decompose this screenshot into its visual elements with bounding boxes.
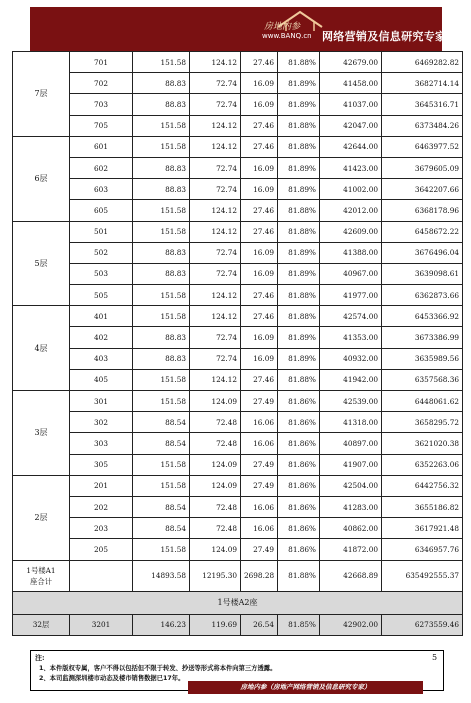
table-cell: 81.88% (278, 306, 320, 327)
table-cell: 201 (70, 475, 133, 496)
units-table (12, 51, 463, 636)
table-cell: 81.88% (278, 52, 320, 73)
table-cell: 81.86% (278, 539, 320, 560)
table-cell: 88.83 (133, 263, 190, 284)
table-row (13, 496, 463, 517)
table-cell: 3679605.09 (382, 157, 463, 178)
table-row (13, 412, 463, 433)
table-cell: 301 (70, 391, 133, 412)
table-cell: 3201 (70, 614, 133, 635)
section-title: 1号楼A2座 (13, 591, 463, 614)
table-cell: 203 (70, 518, 133, 539)
floor-label: 3层 (13, 391, 70, 476)
table-row (13, 200, 463, 221)
floor-label: 4层 (13, 306, 70, 391)
table-cell: 124.12 (190, 52, 241, 73)
table-cell: 202 (70, 496, 133, 517)
table-row (13, 475, 463, 496)
table-cell: 81.88% (278, 200, 320, 221)
table-cell: 16.06 (241, 496, 278, 517)
table-cell: 42539.00 (320, 391, 382, 412)
table-cell: 602 (70, 157, 133, 178)
table-row (13, 115, 463, 136)
table-cell: 635492555.37 (382, 560, 463, 591)
table-cell: 16.09 (241, 242, 278, 263)
table-cell: 88.54 (133, 496, 190, 517)
table-cell: 16.06 (241, 518, 278, 539)
table-cell: 72.74 (190, 263, 241, 284)
table-row (13, 327, 463, 348)
table-cell: 88.83 (133, 179, 190, 200)
footer-bar: 房地内参（房地产网络营销及信息研究专家） (188, 681, 423, 694)
table-cell: 402 (70, 327, 133, 348)
table-cell: 6463977.52 (382, 136, 463, 157)
table-row (13, 94, 463, 115)
note-line-1: 1、本件版权专属，客户不得以包括但不限于转发、抄送等形式将本件向第三方透露。 (39, 665, 277, 672)
table-cell: 303 (70, 433, 133, 454)
table-cell: 81.86% (278, 412, 320, 433)
table-cell: 27.46 (241, 200, 278, 221)
table-cell: 41907.00 (320, 454, 382, 475)
table-cell: 3676496.04 (382, 242, 463, 263)
table-cell: 27.49 (241, 454, 278, 475)
table-cell: 502 (70, 242, 133, 263)
table-cell: 305 (70, 454, 133, 475)
table-cell: 88.83 (133, 348, 190, 369)
table-cell: 72.74 (190, 94, 241, 115)
table-cell: 42574.00 (320, 306, 382, 327)
table-cell: 26.54 (241, 614, 278, 635)
table-cell: 3682714.14 (382, 73, 463, 94)
table-cell: 40932.00 (320, 348, 382, 369)
table-cell: 12195.30 (190, 560, 241, 591)
table-cell: 72.48 (190, 518, 241, 539)
table-cell: 6448061.62 (382, 391, 463, 412)
logo-url: www.BANQ.cn (262, 32, 312, 40)
table-cell: 151.58 (133, 221, 190, 242)
table-cell: 81.88% (278, 369, 320, 390)
table-row (13, 391, 463, 412)
table-cell: 72.48 (190, 496, 241, 517)
table-cell (70, 560, 133, 591)
table-row (13, 369, 463, 390)
notes-title: 注: (35, 653, 45, 662)
table-cell: 151.58 (133, 200, 190, 221)
table-cell: 151.58 (133, 454, 190, 475)
table-row (13, 433, 463, 454)
table-row (13, 539, 463, 560)
table-cell: 81.86% (278, 496, 320, 517)
table-cell: 41458.00 (320, 73, 382, 94)
table-row (13, 348, 463, 369)
table-cell: 16.09 (241, 263, 278, 284)
table-cell: 40967.00 (320, 263, 382, 284)
table-cell: 88.83 (133, 157, 190, 178)
table-cell: 41423.00 (320, 157, 382, 178)
table-cell: 27.46 (241, 115, 278, 136)
table-cell: 151.58 (133, 369, 190, 390)
table-cell: 14893.58 (133, 560, 190, 591)
table-cell: 41318.00 (320, 412, 382, 433)
table-cell: 605 (70, 200, 133, 221)
table-cell: 124.12 (190, 221, 241, 242)
table-row (13, 179, 463, 200)
table-cell: 3639098.61 (382, 263, 463, 284)
table-cell: 72.74 (190, 242, 241, 263)
table-cell: 41872.00 (320, 539, 382, 560)
table-cell: 16.09 (241, 327, 278, 348)
table-cell: 124.12 (190, 115, 241, 136)
table-cell: 42644.00 (320, 136, 382, 157)
table-cell: 702 (70, 73, 133, 94)
table-cell: 401 (70, 306, 133, 327)
table-cell: 41037.00 (320, 94, 382, 115)
table-cell: 88.83 (133, 242, 190, 263)
table-cell: 42902.00 (320, 614, 382, 635)
logo-text: 房地内参 (264, 22, 301, 32)
summary-label-line2: 座合计 (30, 576, 52, 586)
table-cell: 16.09 (241, 73, 278, 94)
table-cell: 3645316.71 (382, 94, 463, 115)
table-cell: 27.46 (241, 369, 278, 390)
table-cell: 3658295.72 (382, 412, 463, 433)
table-cell: 6458672.22 (382, 221, 463, 242)
table-cell: 88.83 (133, 73, 190, 94)
table-cell: 6469282.82 (382, 52, 463, 73)
table-cell: 6362873.66 (382, 285, 463, 306)
note-line-2: 2、本司监测深圳楼市动态及楼市销售数据已17年。 (39, 675, 185, 682)
table-cell: 32层 (13, 614, 70, 635)
section-header-row (13, 591, 463, 614)
table-cell: 88.83 (133, 327, 190, 348)
table-cell: 146.23 (133, 614, 190, 635)
table-cell: 41353.00 (320, 327, 382, 348)
table-row (13, 285, 463, 306)
table-row (13, 263, 463, 284)
table-cell: 40862.00 (320, 518, 382, 539)
table-cell: 81.85% (278, 614, 320, 635)
table-cell: 3673386.99 (382, 327, 463, 348)
table-cell: 27.49 (241, 391, 278, 412)
table-cell: 6368178.96 (382, 200, 463, 221)
table-cell: 124.09 (190, 539, 241, 560)
table-cell: 81.89% (278, 73, 320, 94)
table-cell: 124.12 (190, 369, 241, 390)
table-cell: 88.83 (133, 94, 190, 115)
table-cell: 81.86% (278, 433, 320, 454)
table-cell: 505 (70, 285, 133, 306)
table-cell: 3621020.38 (382, 433, 463, 454)
table-cell: 27.46 (241, 306, 278, 327)
table-cell: 81.86% (278, 391, 320, 412)
table-cell: 42679.00 (320, 52, 382, 73)
table-cell: 503 (70, 263, 133, 284)
table-cell: 6346957.76 (382, 539, 463, 560)
summary-row (13, 560, 463, 591)
table-cell: 72.74 (190, 348, 241, 369)
table-cell: 405 (70, 369, 133, 390)
table-cell: 81.89% (278, 94, 320, 115)
table-cell: 124.09 (190, 475, 241, 496)
table-cell: 2698.28 (241, 560, 278, 591)
table-cell: 72.74 (190, 327, 241, 348)
table-cell: 41002.00 (320, 179, 382, 200)
table-cell: 124.12 (190, 306, 241, 327)
table-cell: 72.74 (190, 157, 241, 178)
table-cell: 81.86% (278, 518, 320, 539)
table-cell: 81.88% (278, 560, 320, 591)
table-cell: 81.89% (278, 179, 320, 200)
table-row (13, 518, 463, 539)
table-cell: 151.58 (133, 115, 190, 136)
table-cell: 705 (70, 115, 133, 136)
floor-label: 6层 (13, 136, 70, 221)
table-cell: 41283.00 (320, 496, 382, 517)
table-cell: 81.88% (278, 136, 320, 157)
table-cell: 16.09 (241, 94, 278, 115)
table-cell: 16.06 (241, 412, 278, 433)
table-row (13, 306, 463, 327)
table-cell: 151.58 (133, 52, 190, 73)
table-cell: 72.48 (190, 412, 241, 433)
table-cell: 88.54 (133, 433, 190, 454)
table-cell: 40897.00 (320, 433, 382, 454)
floor-label: 2层 (13, 475, 70, 560)
table-cell: 81.89% (278, 157, 320, 178)
table-cell: 701 (70, 52, 133, 73)
table-cell: 16.06 (241, 433, 278, 454)
table-cell: 119.69 (190, 614, 241, 635)
table-cell: 124.09 (190, 454, 241, 475)
table-cell: 88.54 (133, 412, 190, 433)
table-cell: 6357568.36 (382, 369, 463, 390)
table-row (13, 221, 463, 242)
table-cell: 603 (70, 179, 133, 200)
table-cell: 72.48 (190, 433, 241, 454)
table-cell: 27.49 (241, 539, 278, 560)
table-cell: 81.86% (278, 475, 320, 496)
table-cell: 41942.00 (320, 369, 382, 390)
table-cell: 302 (70, 412, 133, 433)
table-cell: 151.58 (133, 475, 190, 496)
table-cell: 27.46 (241, 221, 278, 242)
table-cell: 3635989.56 (382, 348, 463, 369)
page-number: 5 (432, 653, 438, 662)
table-cell: 151.58 (133, 391, 190, 412)
table-cell: 124.12 (190, 200, 241, 221)
table-cell: 151.58 (133, 285, 190, 306)
table-cell: 205 (70, 539, 133, 560)
table-cell: 3642207.66 (382, 179, 463, 200)
table-cell: 6373484.26 (382, 115, 463, 136)
floor-label: 5层 (13, 221, 70, 306)
table-cell: 42012.00 (320, 200, 382, 221)
table-row (13, 157, 463, 178)
table-cell: 151.58 (133, 136, 190, 157)
table-cell: 16.09 (241, 348, 278, 369)
table-row (13, 73, 463, 94)
header-title: 网络营销及信息研究专家 (322, 30, 447, 43)
table-cell: 72.74 (190, 73, 241, 94)
table-row (13, 242, 463, 263)
table-cell: 27.49 (241, 475, 278, 496)
table-cell: 151.58 (133, 539, 190, 560)
table-cell: 81.88% (278, 115, 320, 136)
table-row (13, 614, 463, 635)
table-cell: 81.89% (278, 327, 320, 348)
table-cell: 81.88% (278, 285, 320, 306)
table-row (13, 52, 463, 73)
table-cell: 3617921.48 (382, 518, 463, 539)
table-row (13, 136, 463, 157)
summary-label-line1: 1号楼A1 (26, 565, 56, 575)
table-cell: 42504.00 (320, 475, 382, 496)
table-cell: 6453366.92 (382, 306, 463, 327)
table-cell: 151.58 (133, 306, 190, 327)
floor-label: 7层 (13, 52, 70, 137)
table-cell: 27.46 (241, 285, 278, 306)
table-cell: 27.46 (241, 52, 278, 73)
table-cell: 6442756.32 (382, 475, 463, 496)
table-cell: 6273559.46 (382, 614, 463, 635)
table-row (13, 454, 463, 475)
table-cell: 6352263.06 (382, 454, 463, 475)
table-cell: 703 (70, 94, 133, 115)
table-cell: 124.12 (190, 285, 241, 306)
table-cell: 601 (70, 136, 133, 157)
table-cell: 501 (70, 221, 133, 242)
table-cell: 81.89% (278, 263, 320, 284)
table-cell: 42668.89 (320, 560, 382, 591)
table-cell: 88.54 (133, 518, 190, 539)
summary-label (13, 560, 70, 591)
table-cell: 81.89% (278, 348, 320, 369)
table-cell: 41977.00 (320, 285, 382, 306)
table-cell: 124.12 (190, 136, 241, 157)
table-cell: 81.88% (278, 221, 320, 242)
table-cell: 403 (70, 348, 133, 369)
table-cell: 3655186.82 (382, 496, 463, 517)
table-cell: 27.46 (241, 136, 278, 157)
table-cell: 16.09 (241, 179, 278, 200)
table-cell: 72.74 (190, 179, 241, 200)
table-cell: 16.09 (241, 157, 278, 178)
table-cell: 42609.00 (320, 221, 382, 242)
table-cell: 41388.00 (320, 242, 382, 263)
table-cell: 81.89% (278, 242, 320, 263)
table-cell: 42047.00 (320, 115, 382, 136)
table-cell: 81.86% (278, 454, 320, 475)
table-cell: 124.09 (190, 391, 241, 412)
